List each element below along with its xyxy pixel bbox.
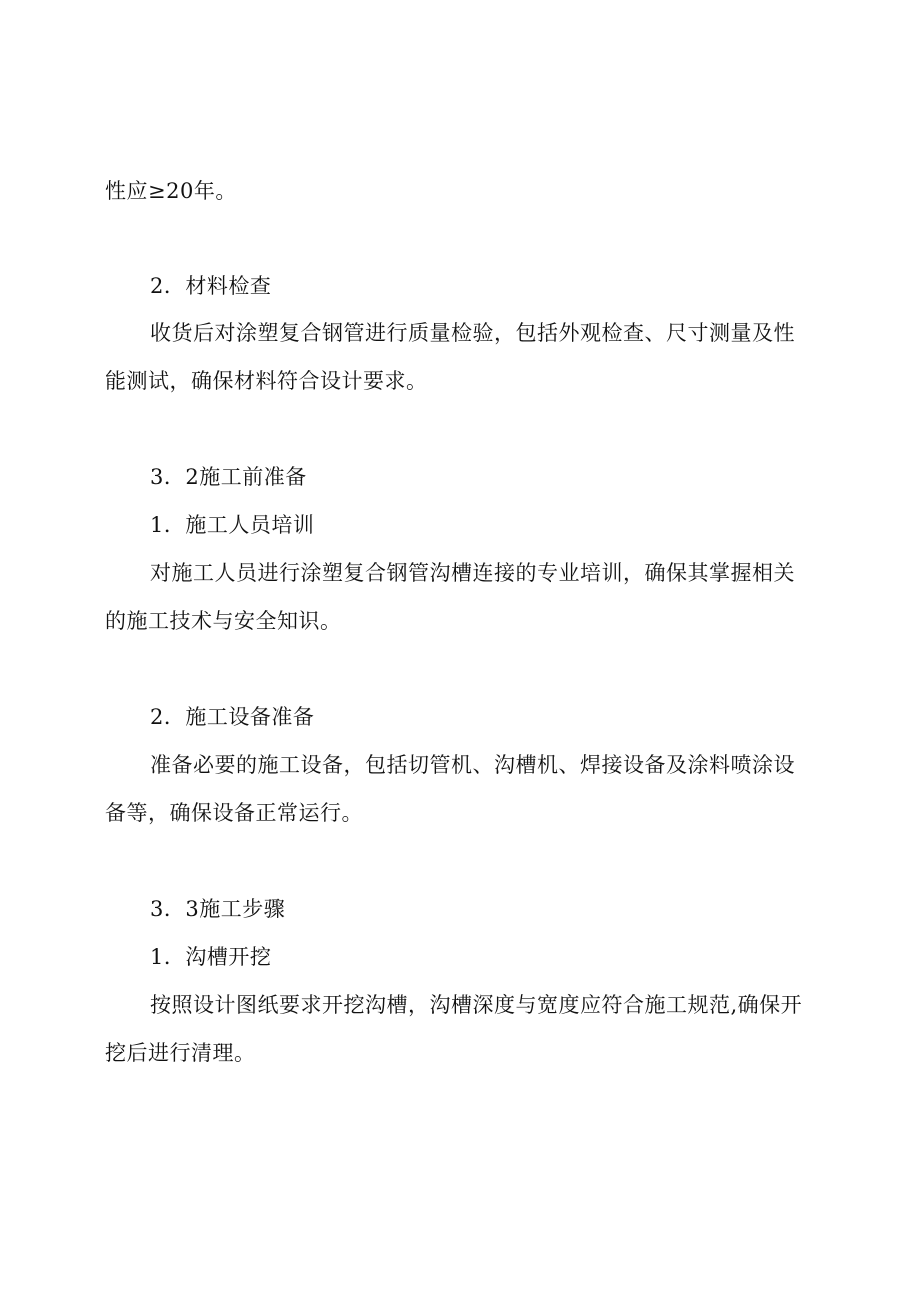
section-heading-pre-construction: 3．2施工前准备 [150, 465, 307, 489]
paragraph-line: 准备必要的施工设备，包括切管机、沟槽机、焊接设备及涂料喷涂设 [150, 753, 795, 777]
paragraph-line: 备等，确保设备正常运行。 [105, 801, 363, 825]
section-heading-material-inspection: 2．材料检查 [150, 274, 272, 298]
paragraph-line: 按照设计图纸要求开挖沟槽，沟槽深度与宽度应符合施工规范,确保开 [150, 993, 803, 1017]
section-heading-construction-steps: 3．3施工步骤 [150, 897, 286, 921]
paragraph-line: 能测试，确保材料符合设计要求。 [105, 369, 428, 393]
subheading-staff-training: 1．施工人员培训 [150, 513, 315, 537]
paragraph-line: 对施工人员进行涂塑复合钢管沟槽连接的专业培训，确保其掌握相关 [150, 561, 795, 585]
paragraph-line: 收货后对涂塑复合钢管进行质量检验，包括外观检查、尺寸测量及性 [150, 321, 795, 345]
paragraph-continuation: 性应≥20年。 [105, 179, 237, 203]
subheading-trench-excavation: 1．沟槽开挖 [150, 945, 272, 969]
paragraph-line: 挖后进行清理。 [105, 1041, 256, 1065]
paragraph-line: 的施工技术与安全知识。 [105, 609, 342, 633]
subheading-equipment-preparation: 2．施工设备准备 [150, 705, 315, 729]
